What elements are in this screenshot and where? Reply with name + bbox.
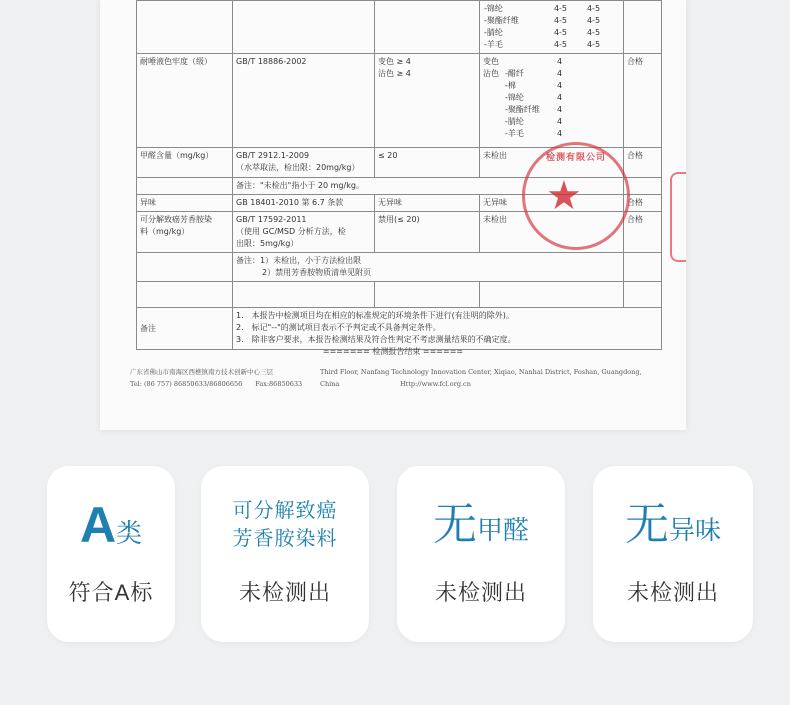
card-formaldehyde xyxy=(397,466,565,642)
table-row xyxy=(137,308,662,350)
feature-cards xyxy=(47,466,753,642)
verdict-formaldehyde: 合格 xyxy=(624,148,662,178)
method-formaldehyde: GB/T 2912.1-2009 （水萃取法，检出限：20mg/kg） xyxy=(233,148,375,178)
item-formaldehyde: 甲醛含量（mg/kg） xyxy=(137,148,233,178)
item-amine: 可分解致癌芳香胺染 料（mg/kg） xyxy=(137,212,233,253)
verdict-odor: 合格 xyxy=(624,195,662,212)
list-item: -腈纶 4-5 4-5 xyxy=(484,28,601,37)
card-suffix: 异味 xyxy=(668,515,721,545)
list-item: -锦纶 4-5 4-5 xyxy=(484,4,601,13)
card-caption: 符合A标 xyxy=(68,580,154,605)
card-grade-a xyxy=(47,466,175,642)
card-suffix: 甲醛 xyxy=(476,515,529,545)
table-row xyxy=(137,282,662,308)
table-row xyxy=(137,253,662,282)
table-row xyxy=(137,1,662,54)
verdict-amine: 合格 xyxy=(624,212,662,253)
stamp-text: 检测有限公司 xyxy=(545,153,606,163)
stamp-star-icon: ★ xyxy=(546,173,582,219)
lab-address: 广东省佛山市南海区西樵镇南方技术创新中心三层 Tel: (86 757) 86850633/86806656 Fax:86850633 Third Floor, Nanfang Technology Innovation Center, Xiqiao, Nanhai District, Foshan, Guangdong, China Http://www.fcl.org.cn xyxy=(130,368,642,388)
card-title: 可分解致癌 芳香胺染料 xyxy=(232,500,338,550)
list-item: -聚酯纤维 4-5 4-5 xyxy=(484,16,601,25)
method-saliva: GB/T 18886-2002 xyxy=(233,54,375,148)
remarks-text: 1. 本报告中检测项目均在相应的标准规定的环境条件下进行(有注明的除外)。 2. 标记"--"的测试项目表示不予判定或不具备判定条件。 3. 除非客户要求，本报告检测结果及符合性判定不考虑测量结果的不确定度。 xyxy=(233,308,662,350)
list-item: -羊毛 4-5 4-5 xyxy=(484,40,601,49)
req-formaldehyde: ≤ 20 xyxy=(375,148,480,178)
item-saliva: 耐唾液色牢度（级） xyxy=(137,54,233,148)
card-aromatic-amine xyxy=(201,466,369,642)
card-caption: 未检测出 xyxy=(238,580,331,605)
card-odor xyxy=(593,466,753,642)
report-body xyxy=(108,0,678,430)
req-odor: 无异味 xyxy=(375,195,480,212)
item-odor: 异味 xyxy=(137,195,233,212)
grade-letter: A xyxy=(79,497,117,553)
partial-stamp xyxy=(670,172,686,262)
card-big-char: 无 xyxy=(432,500,477,549)
table-row xyxy=(137,54,662,148)
card-big-char: 无 xyxy=(624,500,669,549)
result-formaldehyde: 未检出 xyxy=(480,148,624,178)
report-end-line: ======= 检测报告结束 ====== xyxy=(322,347,464,356)
verdict-saliva: 合格 xyxy=(624,54,662,148)
note-formaldehyde: 备注："未检出"指小于 20 mg/kg。 xyxy=(233,178,624,195)
req-amine: 禁用(≤ 20) xyxy=(375,212,480,253)
method-odor: GB 18401-2010 第 6.7 条款 xyxy=(233,195,375,212)
card-caption: 未检测出 xyxy=(626,580,719,605)
result-saliva: 变色 4 沾色 -醋纤 4 -棉 4 -锦纶 4 -聚酯纤维 4 -腈纶 4 -羊毛 4 xyxy=(480,54,624,148)
req-saliva: 变色 ≥ 4 沾色 ≥ 4 xyxy=(375,54,480,148)
test-report-document xyxy=(100,0,686,430)
result-odor: 无异味 xyxy=(480,195,624,212)
card-caption: 未检测出 xyxy=(434,580,527,605)
remarks-label: 备注 xyxy=(137,308,233,350)
note-amine: 备注：1）未检出，小于方法检出限 2）禁用芳香胺物质清单见附页 xyxy=(233,253,624,282)
grade-suffix: 类 xyxy=(116,518,143,548)
method-amine: GB/T 17592-2011 （使用 GC/MSD 分析方法，检 出限：5mg/kg） xyxy=(233,212,375,253)
result-amine: 未检出 xyxy=(480,212,624,253)
